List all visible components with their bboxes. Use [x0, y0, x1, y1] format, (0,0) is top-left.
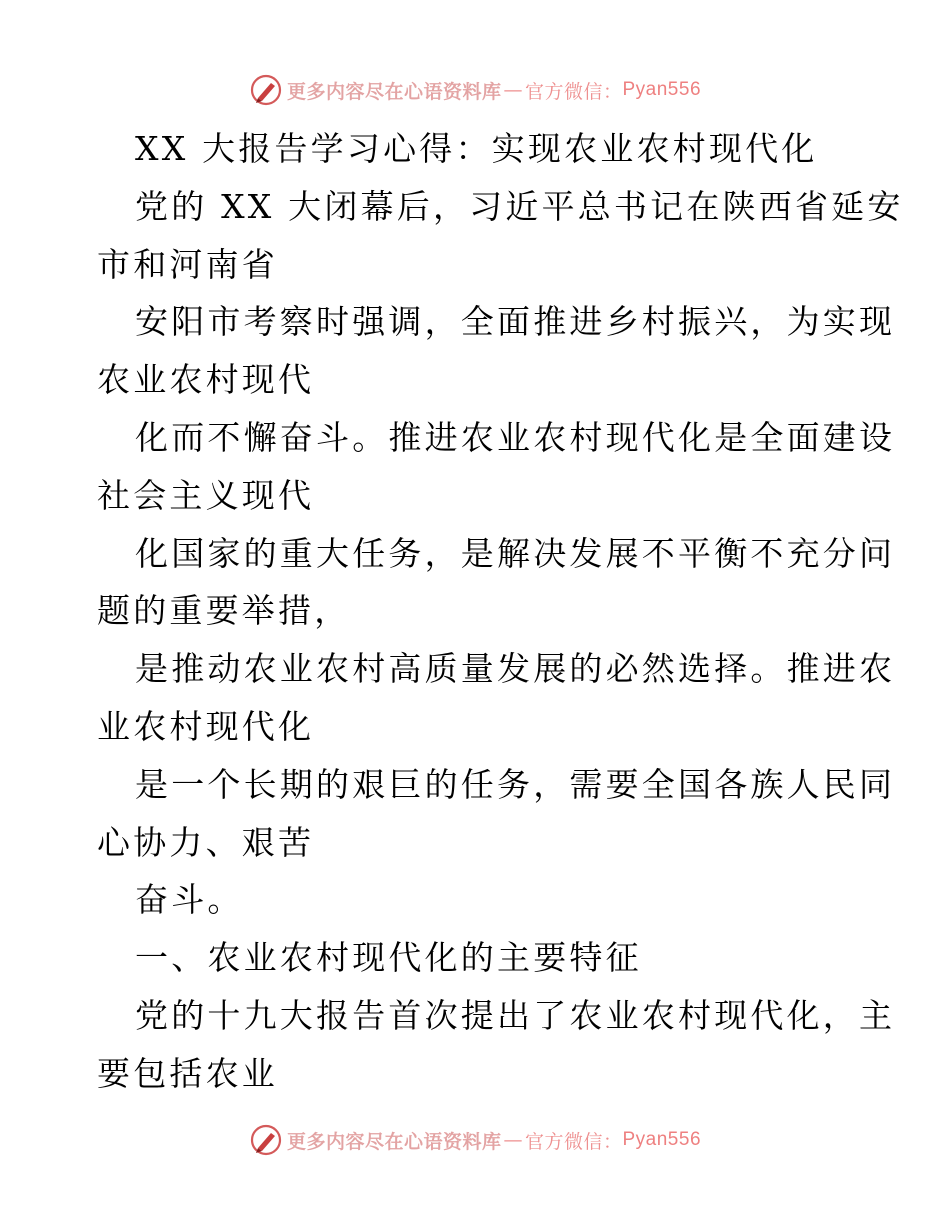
banner-wechat-id: Pyan556: [622, 1129, 702, 1150]
pen-logo-icon: [249, 73, 283, 107]
paragraph-line: 安阳市考察时强调，全面推进乡村振兴，为实现: [135, 302, 896, 342]
section-heading: 一、农业农村现代化的主要特征: [135, 938, 642, 978]
paragraph-line: 是推动农业农村高质量发展的必然选择。推进农: [135, 649, 896, 689]
banner-brand-text: 更多内容尽在心语资料库: [286, 80, 502, 103]
paragraph-line: 农业农村现代: [97, 360, 315, 400]
header-watermark-banner: [0, 70, 950, 110]
paragraph-line: 市和河南省: [97, 244, 278, 284]
paragraph-line: 社会主义现代: [97, 475, 315, 515]
paragraph-line: 是一个长期的艰巨的任务，需要全国各族人民同: [135, 764, 896, 804]
banner-official-label: 官方微信：: [524, 1130, 623, 1153]
paragraph-line: 题的重要举措，: [97, 591, 351, 631]
paragraph-line: 心协力、艰苦: [97, 822, 315, 862]
paragraph-line: 党的 XX 大闭幕后，习近平总书记在陕西省延安: [135, 186, 904, 226]
paragraph-line: 化而不懈奋斗。推进农业农村现代化是全面建设: [135, 417, 896, 457]
paragraph-line: 业农村现代化: [97, 706, 315, 746]
pen-logo-icon: [249, 1123, 283, 1157]
document-title: XX 大报告学习心得：实现农业农村现代化: [135, 129, 818, 168]
banner-dash: —: [503, 1129, 523, 1151]
paragraph-line: 化国家的重大任务，是解决发展不平衡不充分问: [135, 533, 896, 573]
banner-wechat-id: Pyan556: [622, 79, 702, 100]
paragraph-line: 要包括农业: [97, 1053, 278, 1093]
paragraph-line: 奋斗。: [135, 880, 244, 920]
footer-watermark-banner: [0, 1120, 950, 1160]
banner-dash: —: [503, 79, 523, 101]
banner-brand-text: 更多内容尽在心语资料库: [286, 1130, 502, 1153]
document-body: [97, 120, 904, 1103]
banner-official-label: 官方微信：: [524, 80, 623, 103]
paragraph-line: 党的十九大报告首次提出了农业农村现代化，主: [135, 995, 896, 1035]
